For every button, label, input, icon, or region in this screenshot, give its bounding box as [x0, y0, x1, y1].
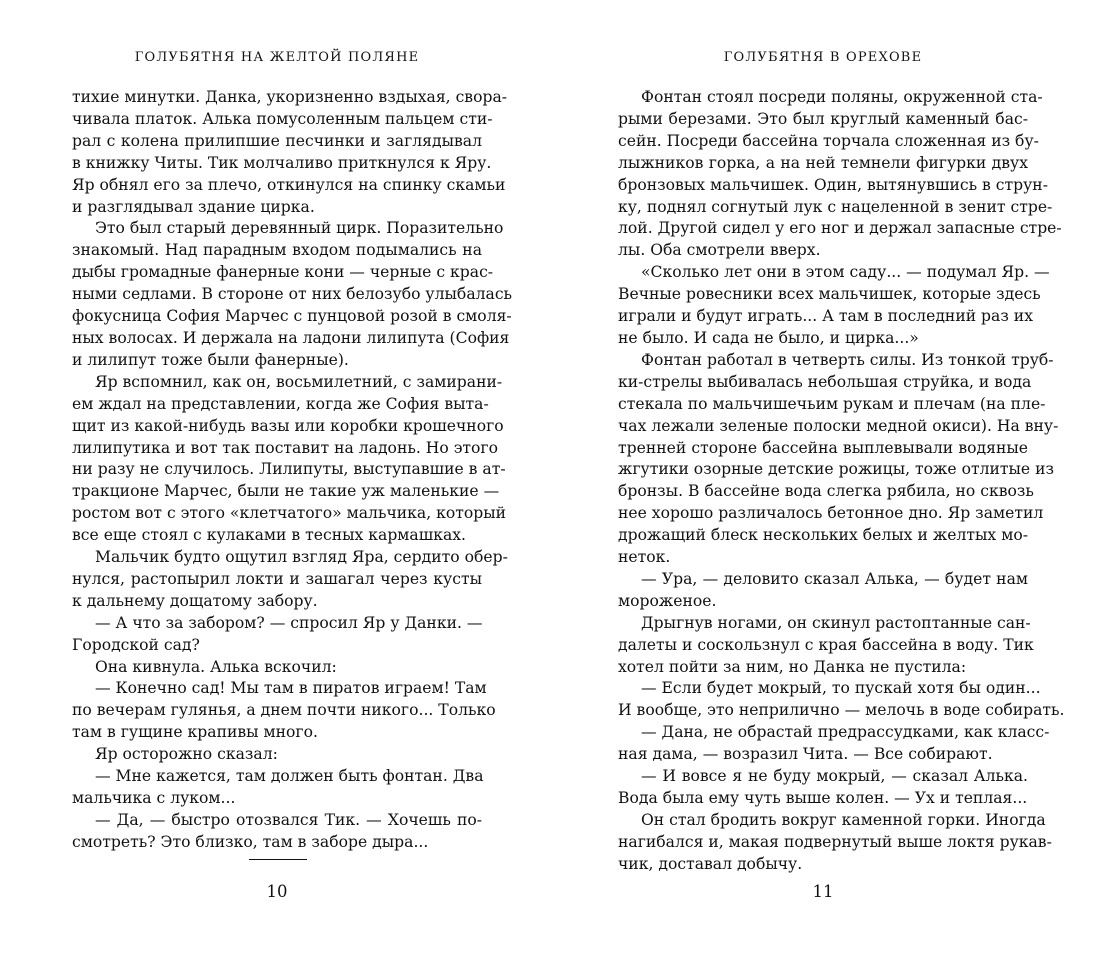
- text-line: ем ждал на представлении, когда же София выта-: [72, 394, 489, 413]
- text-line: стекала по мальчишечьим рукам и плечам (на пле-: [618, 394, 1046, 413]
- text-line: по вечерам гулянья, а днем почти никого... Только: [72, 701, 496, 720]
- text-line: мороженое.: [618, 591, 717, 610]
- text-line: ростом вот с этого «клетчатого» мальчика, который: [72, 504, 507, 523]
- text-line: мальчика с луком...: [72, 789, 236, 807]
- text-line: ных волосах. И держала на ладони лилипута (София: [72, 328, 510, 347]
- text-line: чик, доставал добычу.: [618, 854, 803, 873]
- text-line: хотел пойти за ним, но Данка не пустила:: [618, 657, 967, 676]
- text-line: Вода была ему чуть выше колен. — Ух и теплая...: [618, 789, 1028, 807]
- text-line: ными седлами. В стороне от них белозубо улыбалась: [72, 285, 513, 304]
- text-line: чивала платок. Алька помусоленным пальцем сти-: [72, 109, 493, 128]
- text-line: ку, поднял согнутый лук с нацеленной в зенит стре-: [618, 197, 1053, 216]
- text-line: — Ура, — деловито сказал Алька, — будет нам: [641, 569, 1028, 588]
- text-line: Вечные ровесники всех мальчишек, которые здесь: [618, 285, 1041, 304]
- text-line: лилипутика и вот так поставит на ладонь. Но этого: [72, 438, 498, 457]
- text-line: тихие минутки. Данка, укоризненно вздыхая, свора-: [72, 88, 508, 106]
- text-line: лы. Оба смотрели вверх.: [618, 241, 821, 260]
- text-line: играли и будут играть... А там в последний раз их: [618, 307, 1033, 326]
- left-page-text: [72, 87, 513, 854]
- text-line: далеты и соскользнул с края бассейна в воду. Тик: [618, 635, 1034, 654]
- text-line: тренней стороне бассейна выплевывали водяные: [618, 438, 1028, 457]
- text-line: — Если будет мокрый, то пускай хотя бы один...: [641, 679, 1041, 698]
- left-page-number: 10: [266, 882, 288, 901]
- text-line: неток.: [618, 548, 671, 567]
- section-end-rule: [249, 859, 307, 860]
- text-line: нагибался и, макая подвернутый выше локтя рукав-: [618, 832, 1052, 851]
- text-line: лыжников горка, а на ней темнели фигурки двух: [618, 153, 1028, 172]
- text-line: Мальчик будто ощутил взгляд Яра, сердито обер-: [95, 548, 508, 567]
- text-line: фокусница София Марчес с пунцовой розой в смоля-: [72, 307, 512, 326]
- text-line: — Да, — быстро отозвался Тик. — Хочешь по-: [95, 810, 482, 829]
- text-line: ки-стрелы выбивалась небольшая струйка, и вода: [618, 372, 1032, 391]
- text-line: бронзовых мальчишек. Один, вытянувшись в струн-: [618, 175, 1048, 194]
- text-line: — Дана, не обрастай предрассудками, как класс-: [641, 723, 1050, 742]
- text-line: Это был старый деревянный цирк. Поразительно: [95, 219, 504, 238]
- text-line: в книжку Читы. Тик молчаливо приткнулся к Яру.: [72, 153, 492, 172]
- text-line: смотреть? Это близко, там в заборе дыра...: [72, 832, 429, 851]
- text-line: жгутики озорные детские рожицы, тоже отлитые из: [618, 460, 1055, 479]
- text-line: Дрыгнув ногами, он скинул растоптанные сан-: [641, 613, 1031, 632]
- right-page-number: 11: [812, 882, 834, 901]
- text-line: Фонтан стоял посреди поляны, окруженной ста-: [641, 88, 1043, 106]
- text-line: И вообще, это неприлично — мелочь в воде собирать.: [618, 701, 1065, 720]
- text-line: дыбы громадные фанерные кони — черные с крас-: [72, 263, 494, 282]
- text-line: Он стал бродить вокруг каменной горки. Иногда: [641, 810, 1046, 829]
- text-line: щит из какой-нибудь вазы или коробки крошечного: [72, 416, 504, 435]
- text-line: все еще стоял с кулаками в тесных кармашках.: [72, 526, 467, 545]
- text-line: Яр вспомнил, как он, восьмилетний, с замирани-: [95, 372, 503, 391]
- text-line: Яр обнял его за плечо, откинулся на спинку скамьи: [72, 175, 506, 194]
- left-running-head: ГОЛУБЯТНЯ НА ЖЕЛТОЙ ПОЛЯНЕ: [134, 50, 420, 65]
- text-line: — Мне кажется, там должен быть фонтан. Два: [95, 767, 484, 786]
- right-page-text: [618, 87, 1065, 876]
- text-line: — А что за забором? — спросил Яр у Данки. —: [95, 613, 483, 632]
- text-line: нулся, растопырил локти и зашагал через кусты: [72, 569, 482, 588]
- text-line: нее хорошо различалось бетонное дно. Яр заметил: [618, 504, 1044, 523]
- text-line: — И вовсе я не буду мокрый, — сказал Алька.: [641, 767, 1028, 786]
- text-line: сейн. Посреди бассейна торчала сложенная из бу-: [618, 131, 1039, 150]
- text-line: там в гущине крапивы много.: [72, 723, 318, 742]
- text-line: лой. Другой сидел у его ног и держал запасные стре-: [618, 219, 1062, 238]
- text-line: знакомый. Над парадным входом подымались на: [72, 241, 482, 260]
- text-line: и разглядывал здание цирка.: [72, 197, 315, 216]
- text-line: рыми березами. Это был круглый каменный бас-: [618, 109, 1028, 128]
- text-line: тракционе Марчес, были не такие уж маленькие —: [72, 482, 500, 501]
- text-line: бронзы. В бассейне вода слегка рябила, но сквозь: [618, 482, 1034, 501]
- text-line: к дальнему дощатому забору.: [72, 591, 318, 610]
- text-line: ная дама, — возразил Чита. — Все собирают.: [618, 745, 993, 764]
- text-line: не было. И сада не было, и цирка...»: [618, 328, 919, 347]
- right-running-head: ГОЛУБЯТНЯ В ОРЕХОВЕ: [723, 50, 923, 65]
- text-line: дрожащий блеск нескольких белых и желтых мо-: [618, 526, 1028, 545]
- text-line: Фонтан работал в четверть силы. Из тонкой труб-: [641, 350, 1054, 369]
- text-line: «Сколько лет они в этом саду... — подумал Яр. —: [641, 263, 1050, 282]
- text-line: Яр осторожно сказал:: [95, 745, 278, 764]
- text-line: чах лежали зеленые полоски медной окиси). На вну-: [618, 416, 1059, 435]
- text-line: и лилипут тоже были фанерные).: [72, 350, 349, 369]
- text-line: Городской сад?: [72, 635, 200, 654]
- text-line: рал с колена прилипшие песчинки и заглядывал: [72, 131, 482, 150]
- text-line: ни разу не случилось. Лилипуты, выступавшие в ат-: [72, 460, 506, 479]
- text-line: Она кивнула. Алька вскочил:: [95, 657, 337, 676]
- text-line: — Конечно сад! Мы там в пиратов играем! Там: [95, 679, 487, 698]
